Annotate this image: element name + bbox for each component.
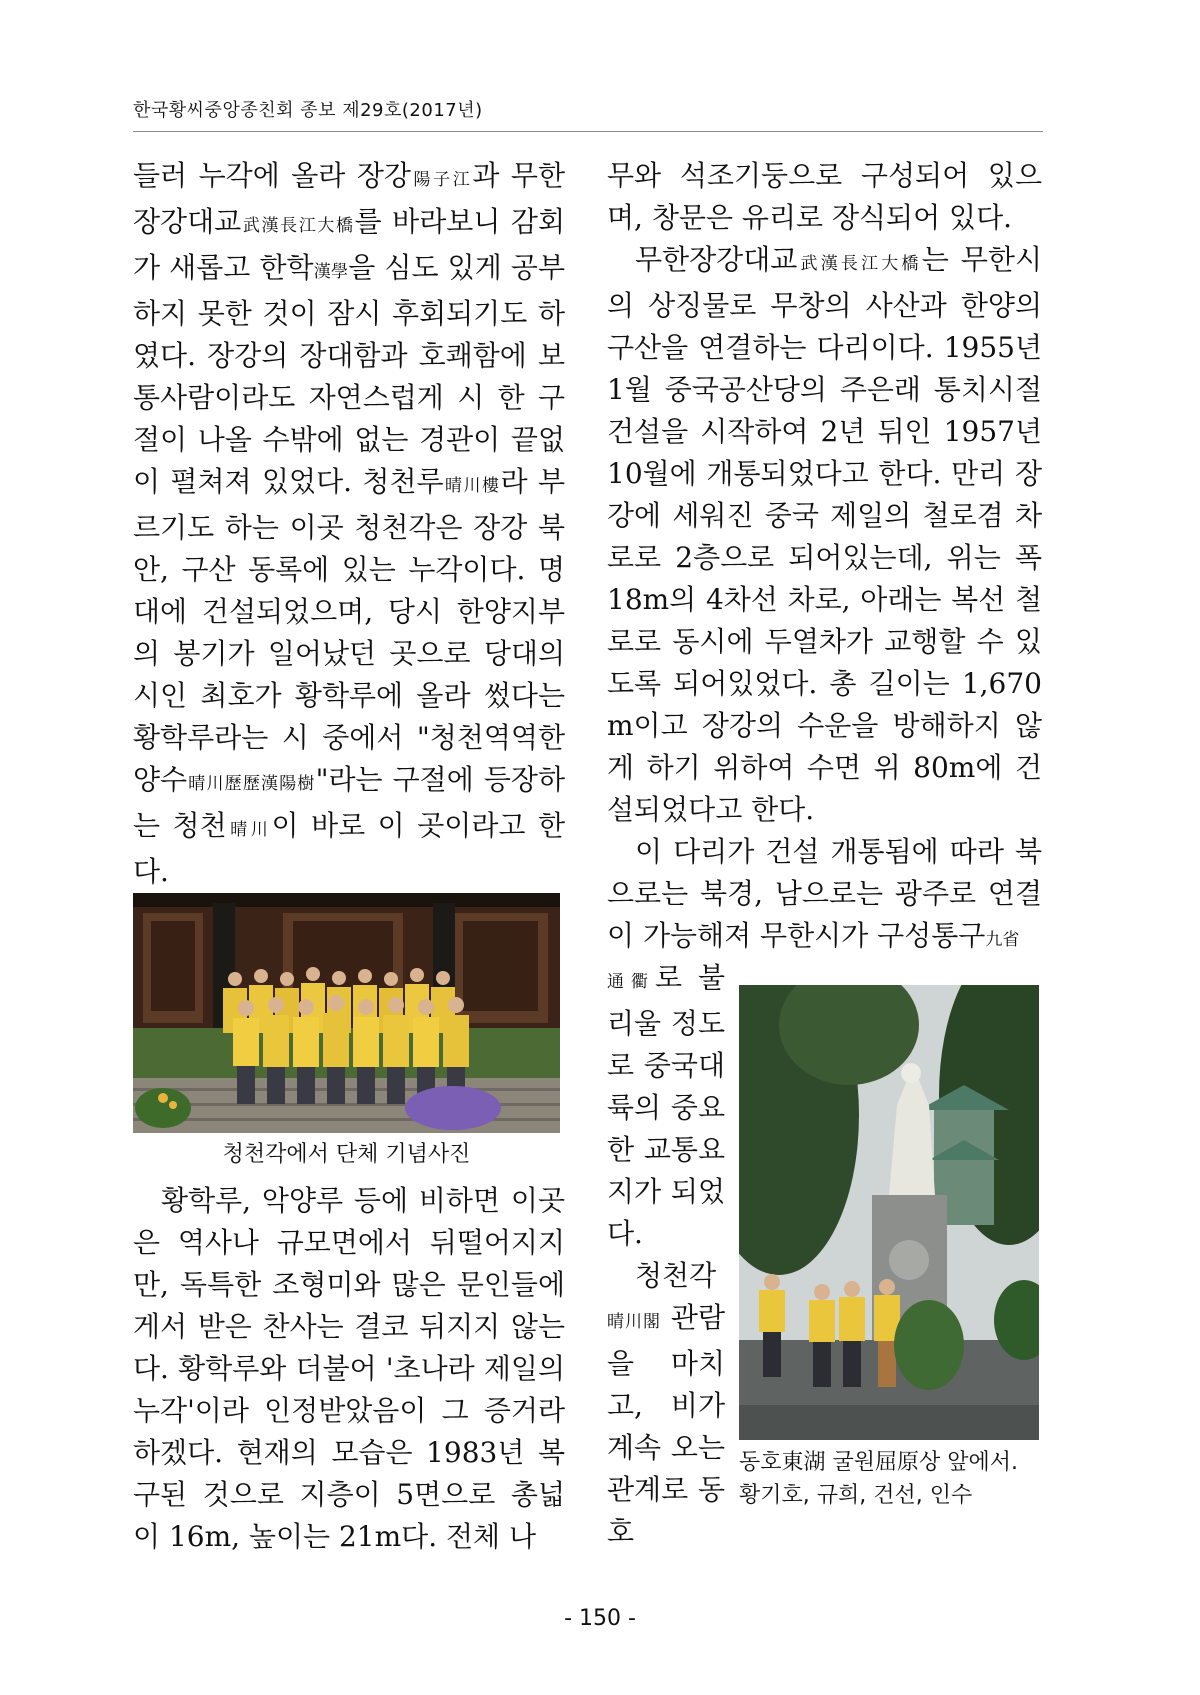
hanja-annotation: 武漢長江大橋 [241, 216, 355, 236]
hanja-annotation: 通衢 [607, 972, 655, 992]
group-photo-caption: 청천각에서 단체 기념사진 [222, 1142, 471, 1167]
text-run: "라는 구절에 등장하는 청천 [133, 763, 565, 842]
statue-photo [739, 985, 1039, 1440]
left-column-top [133, 155, 565, 893]
right-column-top [607, 155, 1042, 961]
text-run: 무한장강대교 [635, 243, 798, 276]
text-run: 청천각 [635, 1259, 717, 1292]
text-run: 황학루, 악양루 등에 비하면 이곳은 역사나 규모면에서 뒤떨어지지만, 독특한 조형미와 많은 문인들에게서 받은 찬사는 결코 뒤지지 않는다. 황학루와 더불어 '초나라 제일의 누각'이라 인정받았음이 그 증거라 하겠다. 현재의 모습은 1983년 복구된 것으로 지층이 5면으로 총넓이 16m, 높이는 21m다. 전체 나 [133, 1184, 565, 1553]
text-run: 이 바로 이 곳이라고 한다. [133, 809, 566, 888]
paragraph [607, 239, 1042, 831]
text-run: 는 무한시의 상징물로 무창의 사산과 한양의 구산을 연결하는 다리이다. 1955년 1월 중국공산당의 주은래 통치시절 건설을 시작하여 2년 뒤인 1957년 10월에 개통되었다고 한다. 만리 장강에 세워진 중국 제일의 철로겸 차로로 2층으로 되어있는데, 위는 폭 18m의 4차선 차로, 아래는 복선 철로로 동시에 두열차가 교행할 수 있도록 되어있었다. 총 길이는 1,670m이고 장강의 수운을 방해하지 않게 하기 위하여 수면 위 80m에 건설되었다고 한다. [607, 243, 1043, 826]
hanja-annotation: 漢學 [313, 262, 349, 282]
page-header: 한국황씨중앙종친회 종보 제29호(2017년) [133, 100, 483, 121]
hanja-annotation: 晴川樓 [443, 476, 501, 496]
page-number: - 150 - [564, 1606, 636, 1631]
paragraph [607, 957, 725, 1255]
paragraph [607, 831, 1042, 961]
hanja-annotation: 晴川 [226, 820, 272, 840]
paragraph [607, 1255, 725, 1553]
paragraph [607, 155, 1042, 239]
text-run: 라 부르기도 하는 이곳 청천각은 장강 북안, 구산 동록에 있는 누각이다. 명대에 건설되었으며, 당시 한양지부의 봉기가 일어났던 곳으로 당대의 시인 최호가 황학루에 올라 썼다는 황학루라는 시 중에서 "청천역역한양수 [133, 465, 566, 796]
header-rule [133, 131, 1043, 132]
statue-photo-caption: 동호東湖 굴원屈原상 앞에서. 황기호, 규희, 건선, 인수 [739, 1450, 1018, 1508]
text-run: 로 불리울 정도로 중국대륙의 중요한 교통요지가 되었다. [607, 961, 725, 1250]
paragraph [133, 155, 565, 893]
group-photo [133, 893, 560, 1133]
text-run: 를 바라보니 감회가 새롭고 한학 [133, 205, 566, 284]
text-run: 무와 석조기둥으로 구성되어 있으며, 창문은 유리로 장식되어 있다. [607, 159, 1042, 234]
text-run: 이 다리가 건설 개통됨에 따라 북으로는 북경, 남으로는 광주로 연결이 가능해져 무한시가 구성통구 [607, 835, 1042, 952]
text-run: 을 심도 있게 공부하지 못한 것이 잠시 후회되기도 하였다. 장강의 장대함과 호쾌함에 보통사람이라도 자연스럽게 시 한 구절이 나올 수밖에 없는 경관이 끝없이 펼쳐져 있었다. 청천루 [133, 251, 566, 498]
hanja-annotation: 陽子江 [410, 170, 473, 190]
paragraph [133, 1180, 565, 1558]
hanja-annotation: 晴川閣 [607, 1312, 661, 1332]
text-run: 과 무한장강대교 [133, 159, 566, 238]
text-run: 들러 누각에 올라 장강 [133, 159, 411, 192]
left-column-bottom [133, 1180, 565, 1558]
text-run: 관람을 마치고, 비가 계속 오는 관계로 동호 [607, 1301, 725, 1548]
hanja-annotation: 九省 [985, 930, 1020, 950]
hanja-annotation: 晴川歷歷漢陽樹 [187, 774, 316, 794]
right-column-narrow [607, 957, 725, 1553]
hanja-annotation: 武漢長江大橋 [797, 254, 922, 274]
